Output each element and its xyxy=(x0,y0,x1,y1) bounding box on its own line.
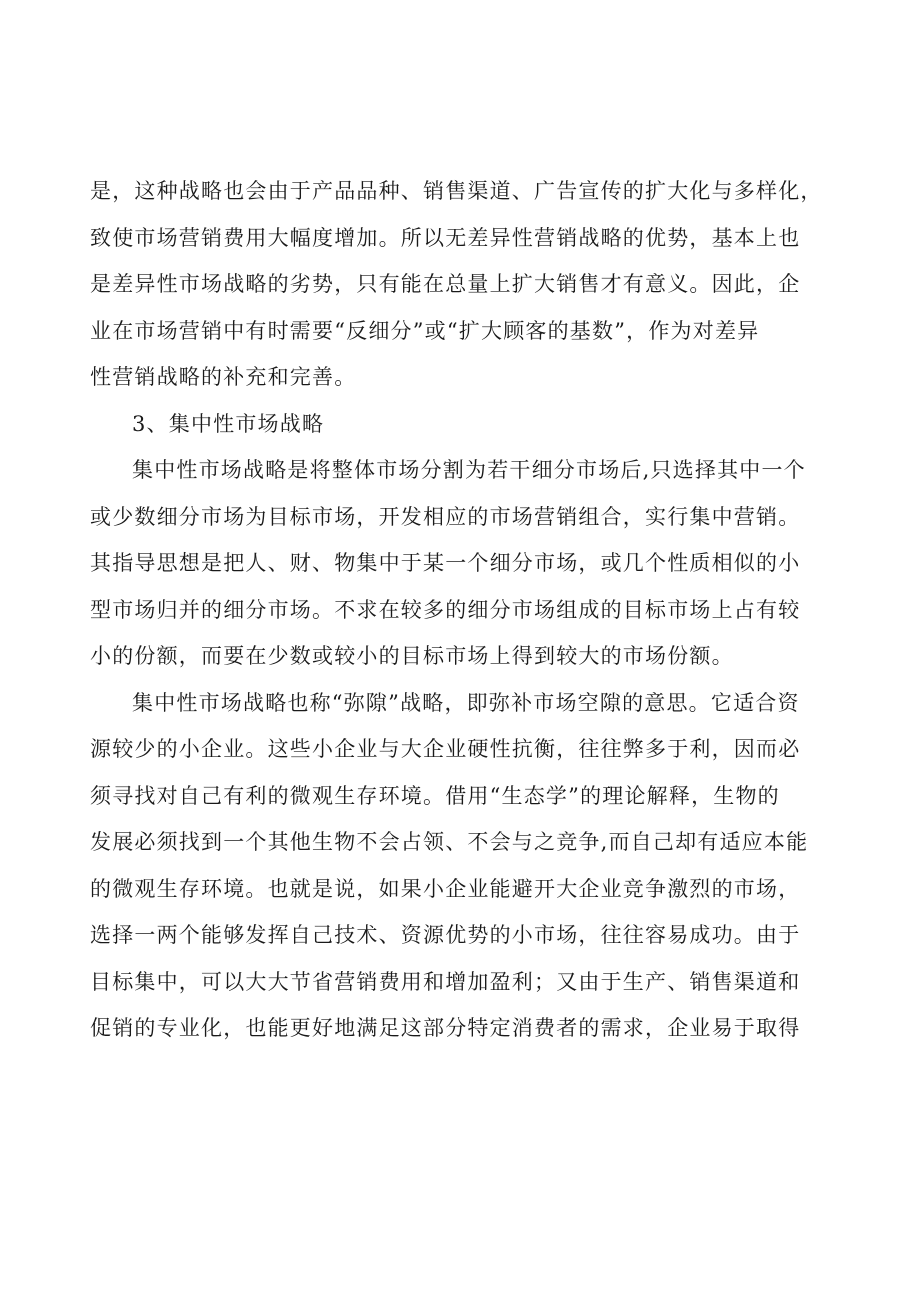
text-line: 业在市场营销中有时需要“反细分”或“扩大顾客的基数”，作为对差异 xyxy=(90,318,760,343)
text-line: 性营销战略的补充和完善。 xyxy=(90,365,357,389)
paragraph-continuation xyxy=(90,168,835,401)
text-line: 是，这种战略也会由于产品品种、销售渠道、广告宣传的扩大化与多样化， xyxy=(90,179,823,203)
text-line: 集中性市场战略是将整体市场分割为若干细分市场后,只选择其中一个 xyxy=(132,458,806,482)
text-line: 集中性市场战略也称“弥隙”战略，即弥补市场空隙的意思。它适合资 xyxy=(132,690,800,715)
paragraph-definition xyxy=(90,447,835,680)
document-body xyxy=(90,168,835,1052)
text-line: 须寻找对自己有利的微观生存环境。借用“生态学”的理论解释，生物的 xyxy=(90,783,780,808)
text-line: 是差异性市场战略的劣势，只有能在总量上扩大销售才有意义。因此，企 xyxy=(90,272,801,296)
text-line: 致使市场营销费用大幅度增加。所以无差异性营销战略的优势，基本上也 xyxy=(90,225,801,250)
text-line: 发展必须找到一个其他生物不会占领、不会与之竞争,而自己却有适应本能 xyxy=(90,830,809,854)
text-line: 源较少的小企业。这些小企业与大企业硬性抗衡，往往弊多于利，因而必 xyxy=(90,737,801,761)
text-line: 的微观生存环境。也就是说，如果小企业能避开大企业竞争激烈的市场， xyxy=(90,876,801,901)
text-line: 或少数细分市场为目标市场，开发相应的市场营销组合，实行集中营销。 xyxy=(90,504,801,529)
text-line: 促销的专业化，也能更好地满足这部分特定消费者的需求，企业易于取得 xyxy=(90,1016,801,1040)
paragraph-niche-strategy xyxy=(90,680,835,1052)
section-heading: 3、集中性市场战略 xyxy=(132,411,325,436)
text-line: 型市场归并的细分市场。不求在较多的细分市场组成的目标市场上占有较 xyxy=(90,597,801,622)
text-line: 小的份额，而要在少数或较小的目标市场上得到较大的市场份额。 xyxy=(90,644,734,668)
text-line: 目标集中，可以大大节省营销费用和增加盈利；又由于生产、销售渠道和 xyxy=(90,969,801,994)
text-line: 其指导思想是把人、财、物集中于某一个细分市场，或几个性质相似的小 xyxy=(90,551,801,575)
text-line: 选择一两个能够发挥自己技术、资源优势的小市场，往往容易成功。由于 xyxy=(90,923,801,947)
